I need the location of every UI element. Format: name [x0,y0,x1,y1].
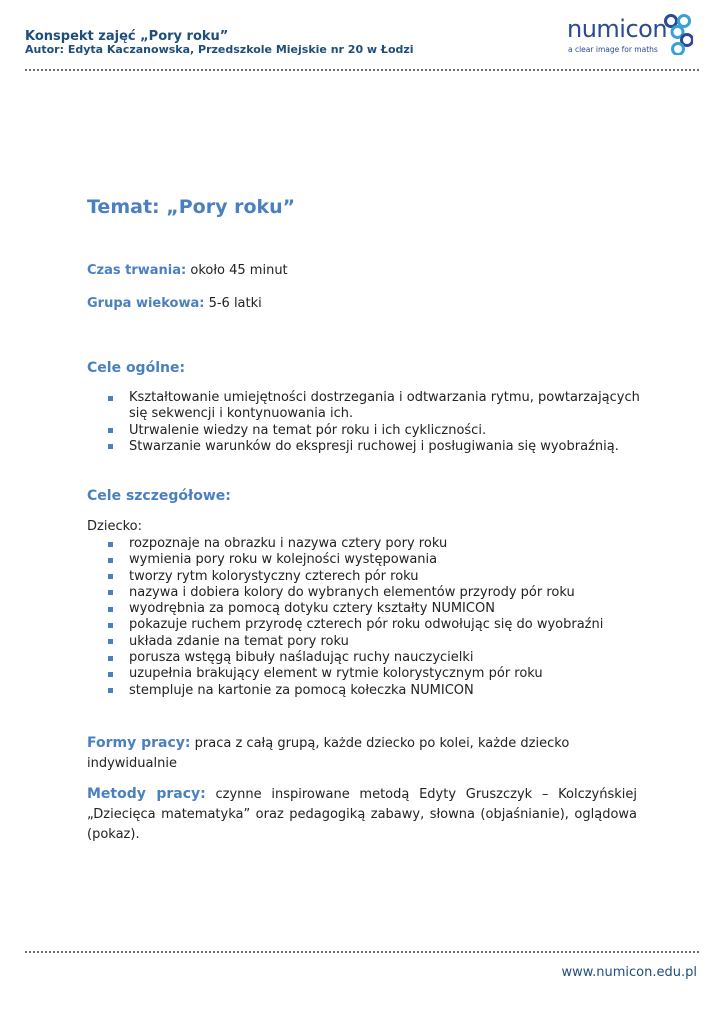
bullet-icon [108,558,113,563]
list-item-text: rozpoznaje na obrazku i nazywa cztery pory roku [129,536,448,551]
footer-divider [25,951,699,953]
list-item-text: Utrwalenie wiedzy na temat pór roku i ich cykliczności. [129,422,487,438]
numicon-shape-icon [663,13,693,55]
logo-wordmark: numicon [567,15,668,43]
list-item-text: wymienia pory roku w kolejności występowania [129,552,438,568]
list-item [129,601,649,617]
footer-website-link[interactable]: www.numicon.edu.pl [561,965,697,980]
list-item [129,650,649,666]
list-item [129,683,649,699]
bullet-icon [108,590,113,595]
list-item [129,585,649,601]
list-item-text: stempluje na kartonie za pomocą kołeczka NUMICON [129,682,474,698]
bullet-icon [108,396,113,401]
logo-tagline: a clear image for maths [568,45,658,54]
list-item-text: Stwarzanie warunków do ekspresji ruchowej i posługiwania się wyobraźnią. [129,438,619,454]
list-item [129,439,649,455]
work-forms-paragraph [87,733,607,774]
bullet-icon [108,542,113,547]
document-title: Konspekt zajęć „Pory roku” [25,29,229,44]
bullet-icon [108,656,113,661]
list-item [129,390,649,423]
list-item [129,552,649,568]
header-divider [25,69,699,71]
work-forms-value: praca z całą grupą, każde dziecko po kolei, każde dziecko indywidualnie [87,736,570,771]
list-item [129,634,649,650]
topic-heading: Temat: „Pory roku” [87,196,296,218]
bullet-icon [108,428,113,433]
list-item-text: porusza wstęgą bibuły naśladując ruchy nauczycielki [129,650,474,666]
bullet-icon [108,688,113,693]
specific-goals-intro: Dziecko: [87,519,142,534]
specific-goals-list [129,536,649,699]
age-group-label: Grupa wiekowa: [87,296,205,311]
specific-goals-heading: Cele szczegółowe: [87,488,231,504]
bullet-icon [108,623,113,628]
list-item-text: pokazuje ruchem przyrodę czterech pór roku odwołując się do wyobraźni [129,617,604,633]
list-item [129,536,649,552]
duration-value: około 45 minut [190,263,288,278]
methods-paragraph [87,784,637,845]
work-forms-label: Formy pracy: [87,735,191,751]
list-item-text: tworzy rytm kolorystyczny czterech pór roku [129,568,419,584]
bullet-icon [108,639,113,644]
author-line: Autor: Edyta Kaczanowska, Przedszkole Miejskie nr 20 w Łodzi [25,43,414,56]
list-item-text: nazywa i dobiera kolory do wybranych elementów przyrody pór roku [129,584,575,600]
list-item [129,423,649,439]
duration-line [87,263,288,278]
bullet-icon [108,607,113,612]
methods-label: Metody pracy: [87,786,206,802]
list-item-text: wyodrębnia za pomocą dotyku cztery kształty NUMICON [129,601,495,617]
methods-value: czynne inspirowane metodą Edyty Gruszczyk – Kolczyńskiej „Dziecięca matematyka” oraz pedagogiką zabawy, słowna (objaśnianie), oglądowa (pokaz). [87,787,638,842]
numicon-logo [567,9,697,59]
age-group-value: 5-6 latki [208,296,262,311]
list-item [129,666,649,682]
list-item [129,569,649,585]
bullet-icon [108,574,113,579]
duration-label: Czas trwania: [87,263,187,278]
bullet-icon [108,672,113,677]
bullet-icon [108,444,113,449]
general-goals-heading: Cele ogólne: [87,360,186,376]
age-group-line [87,296,262,311]
list-item-text: uzupełnia brakujący element w rytmie kolorystycznym pór roku [129,666,543,682]
general-goals-list [129,390,649,455]
list-item [129,617,649,633]
list-item-text: Kształtowanie umiejętności dostrzegania i odtwarzania rytmu, powtarzających się sekwencji i kontynuowania ich. [129,390,640,422]
list-item-text: układa zdanie na temat pory roku [129,633,349,649]
